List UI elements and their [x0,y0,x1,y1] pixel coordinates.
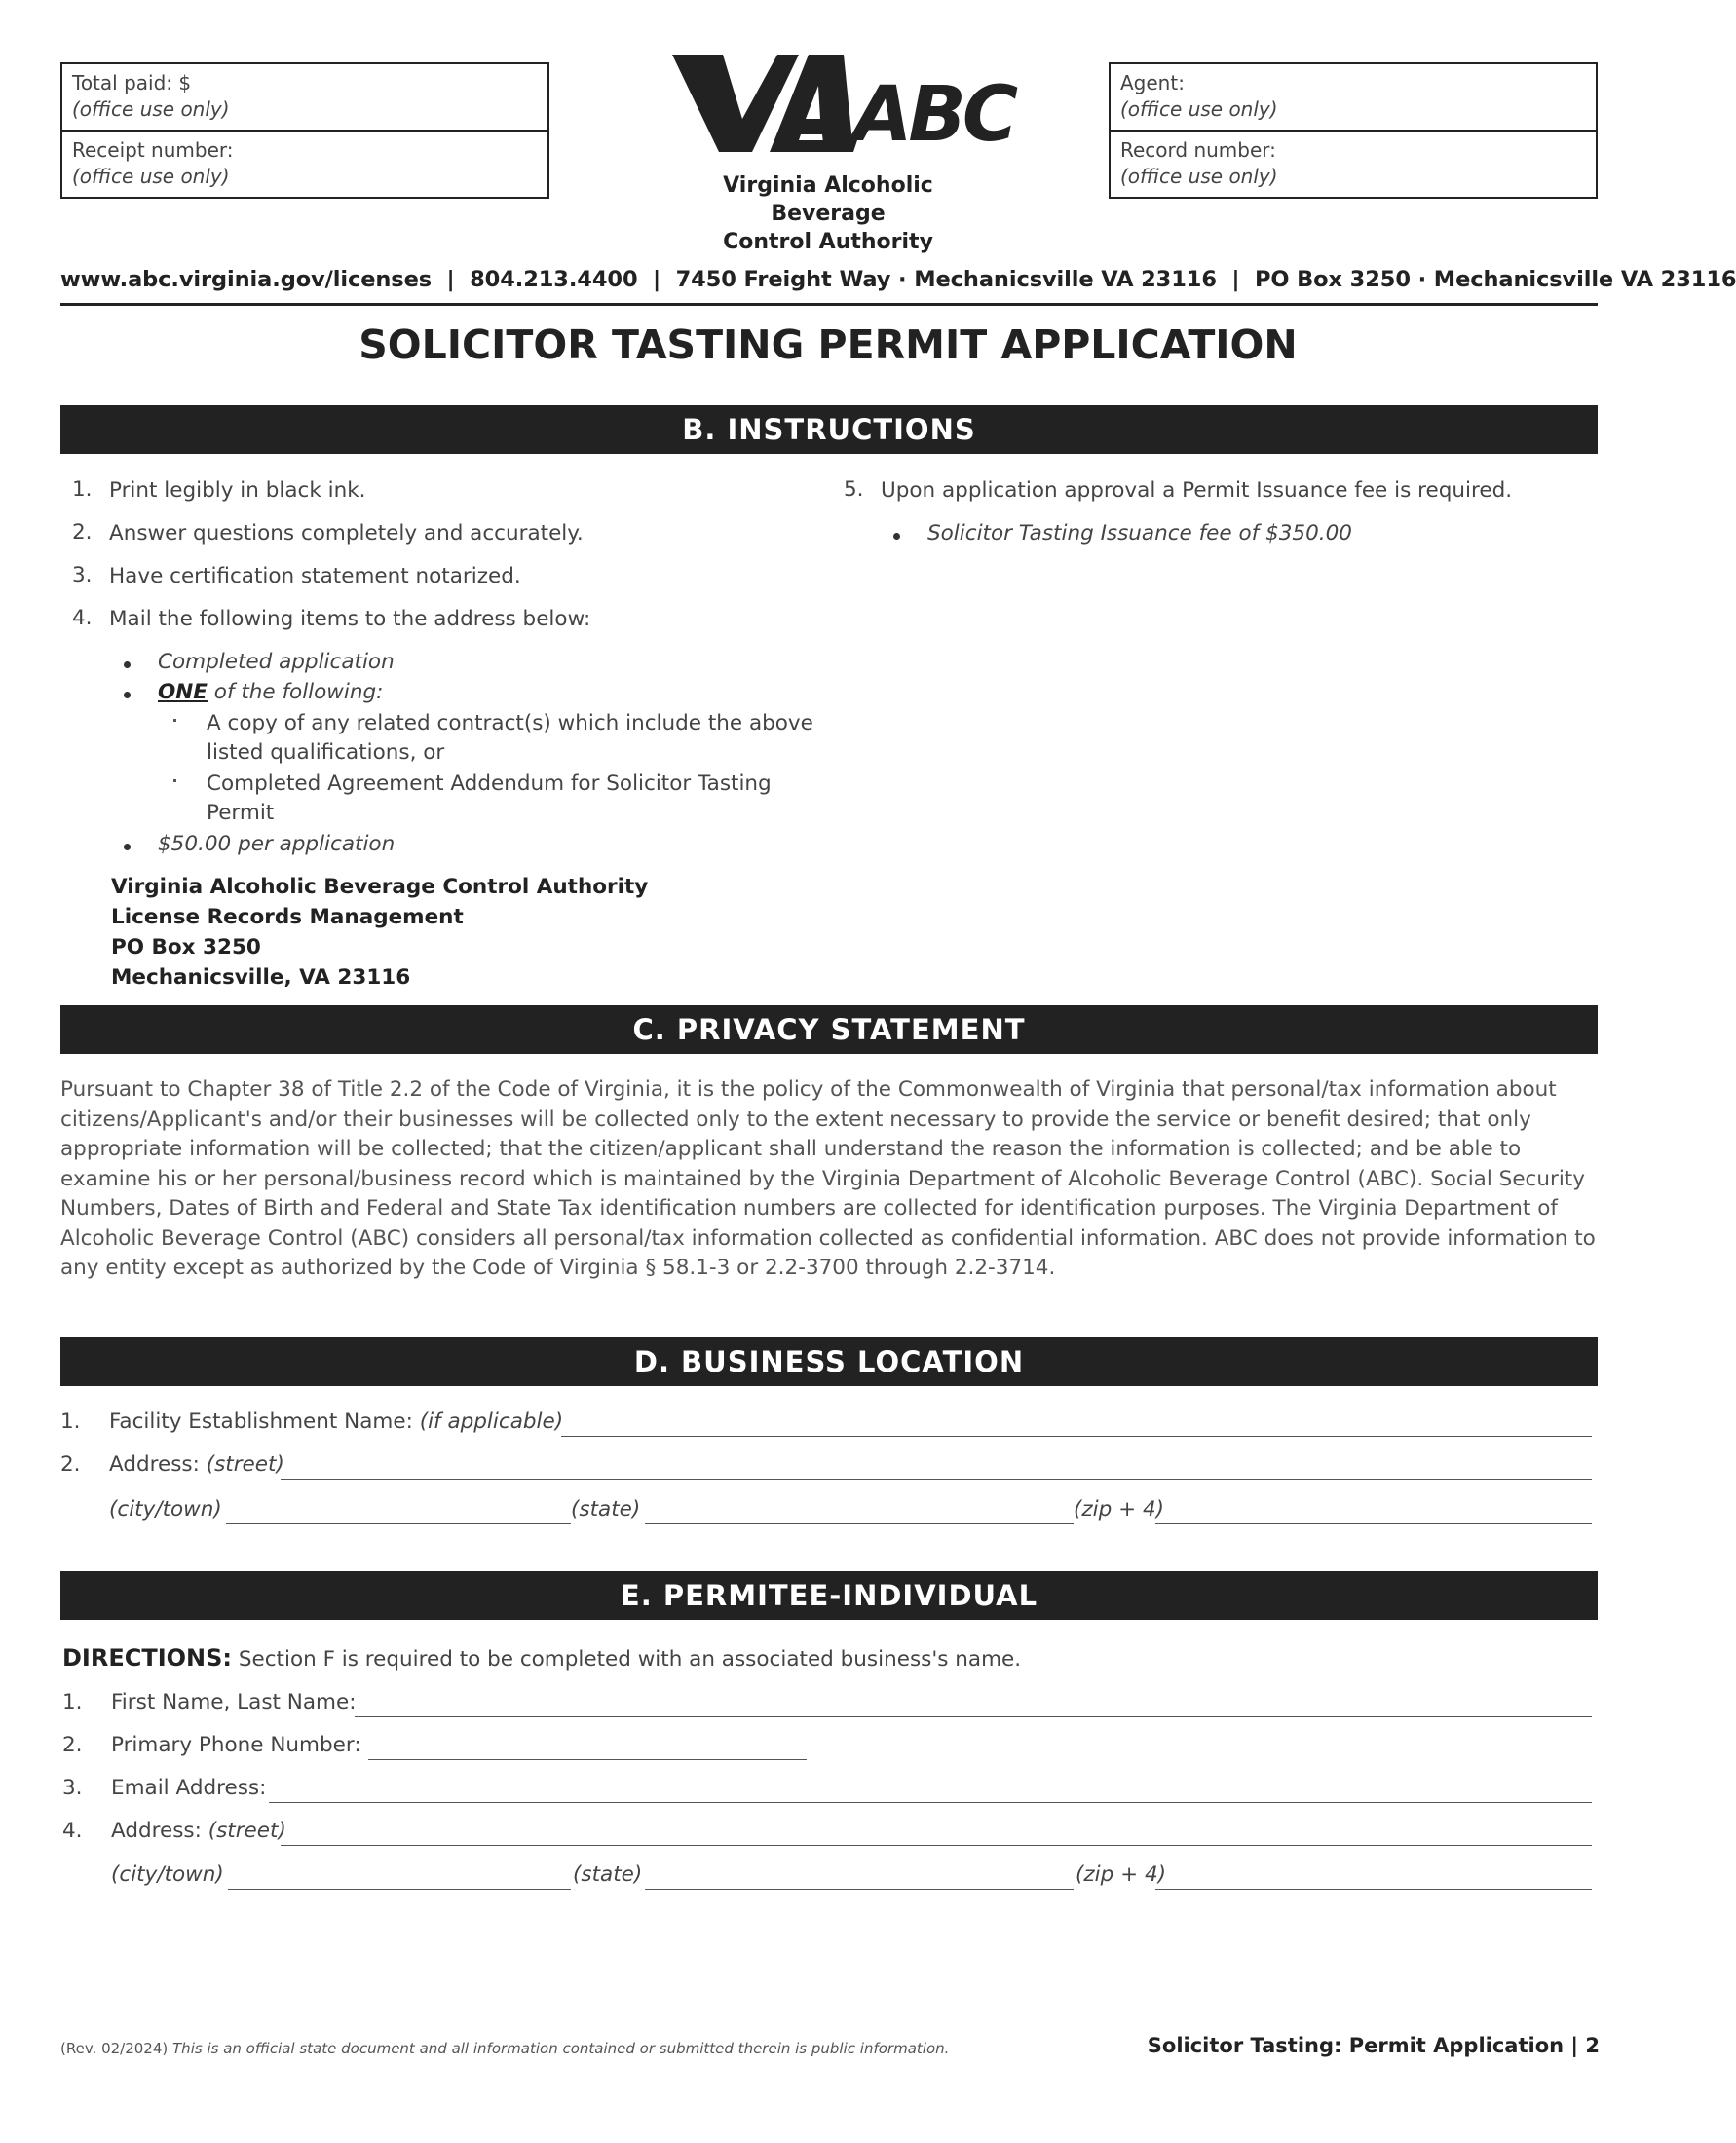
business-zip-field[interactable] [1155,1523,1592,1524]
instruction-4-text: Mail the following items to the address below: [109,607,591,631]
business-zip-label: (zip + 4) [1074,1497,1165,1522]
sub-item-2-line1: Completed Agreement Addendum for Solicitor Tasting [207,771,772,796]
logo-line1: Virginia Alcoholic Beverage [723,173,933,226]
mailing-address-line3: PO Box 3250 [111,935,261,959]
total-paid-cell [62,64,547,130]
revision-date: (Rev. 02/2024) [60,2040,169,2057]
instruction-1-text: Print legibly in black ink. [109,478,366,503]
facility-name-field[interactable] [561,1436,1592,1437]
permitee-q1-number: 1. [62,1690,83,1714]
bullet-icon [124,692,131,698]
instruction-5-number: 5. [844,477,864,502]
mailing-address-line1: Virginia Alcoholic Beverage Control Authority [111,875,649,899]
privacy-statement-text: Pursuant to Chapter 38 of Title 2.2 of the Code of Virginia, it is the policy of the Commonwealth of Virginia that personal/tax information about citizens/Applicant's and/or their businesses will be collected only to the extent necessary to provide the service or benefit desired; that only appropriate information will be collected; that the citizen/applicant shall understand the reason the information is collected; and be able to examine his or her personal/business record which is maintained by the Virginia Department of Alcoholic Beverage Control (ABC). Social Security Numbers, Dates of Birth and Federal and State Tax identification numbers are collected for identification purposes. The Virginia Department of Alcoholic Beverage Control (ABC) considers all personal/tax information collected as confidential information. ABC does not provide information to any entity except as authorized by the Code of Virginia § 58.1-3 or 2.2-3700 through 2.2-3714. [60,1077,1596,1280]
public-info-notice: This is an official state document and all information contained or submitted therein is public information. [168,2040,950,2057]
permitee-street-field[interactable] [281,1845,1592,1846]
sub-item-1-line1: A copy of any related contract(s) which include the above [207,711,813,735]
mailing-address-line4: Mechanicsville, VA 23116 [111,965,411,990]
office-use-box-left [60,62,549,199]
page-label: Solicitor Tasting: Permit Application | 2 [1147,2034,1600,2057]
sub-item-2-line2: Permit [207,801,275,825]
sub-bullet-icon [173,779,176,782]
business-state-label: (state) [571,1497,641,1522]
logo-line2: Control Authority [723,230,933,254]
office-use-note: (office use only) [72,97,230,121]
receipt-number-cell [62,130,547,195]
office-use-note: (office use only) [1120,165,1278,188]
sub-bullet-icon [173,719,176,722]
bullet-fee: $50.00 per application [158,832,396,856]
business-street-hint: (street) [206,1452,284,1477]
bullet-completed-application: Completed application [158,650,395,674]
permitee-address-label-text: Address: [111,1819,208,1843]
office-use-box-right [1109,62,1598,199]
permitee-city-field[interactable] [228,1889,571,1890]
business-address-label-text: Address: [109,1452,207,1477]
instruction-3-text: Have certification statement notarized. [109,564,521,588]
instruction-4-number: 4. [72,606,93,630]
permitee-address-label [111,1818,286,1845]
page-title: SOLICITOR TASTING PERMIT APPLICATION [359,321,1298,368]
business-city-field[interactable] [226,1523,571,1524]
facility-name-hint: (if applicable) [419,1410,564,1434]
facility-name-label-text: Facility Establishment Name: [109,1410,420,1434]
business-q1-number: 1. [60,1410,81,1434]
permitee-state-label: (state) [573,1862,643,1887]
instruction-3-number: 3. [72,563,93,587]
office-use-note: (office use only) [72,165,230,188]
business-q2-number: 2. [60,1452,81,1477]
directions-text [62,1644,1021,1673]
permitee-street-hint: (street) [208,1819,286,1843]
business-street-field[interactable] [281,1479,1592,1480]
bullet-icon [893,533,900,540]
instruction-5-text: Upon application approval a Permit Issuance fee is required. [881,478,1513,503]
agent-cell [1111,64,1596,130]
business-state-field[interactable] [645,1523,1074,1524]
office-use-note: (office use only) [1120,97,1278,121]
phone-field[interactable] [368,1759,807,1760]
one-emphasis: ONE [158,680,208,704]
section-d-heading: D. BUSINESS LOCATION [60,1337,1598,1386]
contact-line: www.abc.virginia.gov/licenses | 804.213.4400 | 7450 Freight Way · Mechanicsville VA 23116 | PO Box 3250 · Mechanicsville VA 23116 [60,267,1736,292]
footer-notice [60,2040,949,2057]
abc-logo [662,51,1015,254]
record-number-label: Record number: [1120,138,1276,162]
section-c-heading: C. PRIVACY STATEMENT [60,1005,1598,1054]
permitee-state-field[interactable] [645,1889,1074,1890]
bullet-icon [124,661,131,668]
instruction-2-number: 2. [72,520,93,545]
record-number-cell [1111,130,1596,195]
total-paid-label: Total paid: $ [72,71,192,94]
directions-label: DIRECTIONS: [62,1644,233,1672]
agent-label: Agent: [1120,71,1185,94]
permitee-q2-number: 2. [62,1733,83,1757]
permitee-city-label: (city/town) [111,1862,224,1887]
directions-body: Section F is required to be completed with an associated business's name. [232,1647,1022,1672]
instruction-2-text: Answer questions completely and accurately. [109,521,584,545]
permitee-q4-number: 4. [62,1819,83,1843]
sub-item-1-line2: listed qualifications, or [207,740,445,765]
permitee-zip-field[interactable] [1155,1889,1592,1890]
va-abc-logo-mark [662,51,1015,159]
facility-name-label [109,1409,563,1436]
permitee-zip-label: (zip + 4) [1076,1862,1167,1887]
header-rule [60,303,1598,306]
issuance-fee-text: Solicitor Tasting Issuance fee of $350.00 [927,521,1352,545]
name-field[interactable] [355,1716,1592,1717]
bullet-one-of-following [158,679,383,706]
phone-label: Primary Phone Number: [111,1733,361,1757]
business-city-label: (city/town) [109,1497,222,1522]
name-label: First Name, Last Name: [111,1690,357,1714]
instruction-1-number: 1. [72,477,93,502]
bullet-icon [124,844,131,850]
mailing-address-line2: License Records Management [111,905,464,929]
receipt-number-label: Receipt number: [72,138,234,162]
section-e-heading: E. PERMITEE-INDIVIDUAL [60,1571,1598,1620]
permitee-q3-number: 3. [62,1776,83,1800]
email-label: Email Address: [111,1776,267,1800]
one-rest: of the following: [207,680,384,704]
svg-text:ABC: ABC [853,71,1015,159]
section-b-heading: B. INSTRUCTIONS [60,405,1598,454]
business-address-label [109,1451,284,1479]
email-field[interactable] [269,1802,1592,1803]
